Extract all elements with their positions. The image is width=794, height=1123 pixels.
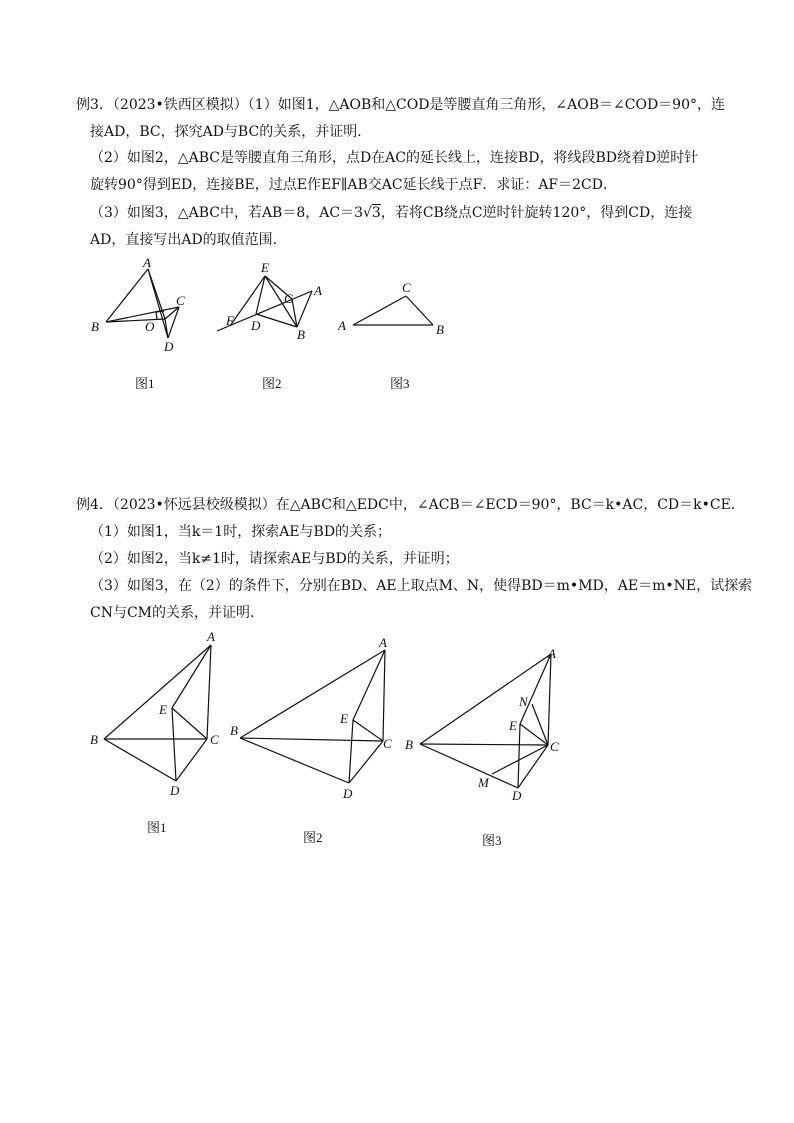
ex4-figure-3: [404, 640, 579, 814]
ex3-caption-2: 图2: [262, 376, 282, 391]
label-D: D: [512, 788, 522, 803]
segment-DB: [256, 314, 297, 327]
ex3-line-2: 接AD，BC，探究AD与BC的关系，并证明．: [90, 124, 372, 140]
segment-BD: [420, 744, 518, 788]
segment-CD: [518, 745, 548, 788]
segment-AB: [104, 645, 211, 739]
ex4-caption-1: 图1: [147, 820, 167, 835]
ex4-figure-2: [228, 630, 403, 809]
ex3-line-5: [90, 203, 692, 223]
segment-EC: [172, 708, 207, 739]
ex4-line-5: CN与CM的关系，并证明．: [90, 605, 265, 621]
ex4-figure-1: [86, 628, 231, 807]
label-B: B: [230, 723, 238, 738]
label-B: B: [90, 732, 98, 747]
ex3-line-3: （2）如图2，△ABC是等腰直角三角形，点D在AC的延长线上，连接BD，将线段BD绕着D逆时针: [90, 150, 699, 166]
label-D: D: [164, 339, 174, 354]
segment-AE: [172, 645, 211, 708]
ex3-caption-1: 图1: [135, 376, 155, 391]
label-C: C: [284, 291, 293, 306]
label-A: A: [338, 318, 346, 333]
segment-BC: [420, 744, 548, 745]
segment-AC: [383, 650, 385, 741]
segment-ED: [172, 708, 176, 781]
label-F: F: [226, 313, 234, 328]
segment-CD: [349, 741, 383, 783]
label-B: B: [405, 737, 413, 752]
label-C: C: [550, 739, 559, 754]
ex4-caption-3: 图3: [482, 833, 502, 848]
segment-ED: [518, 724, 520, 788]
label-O: O: [145, 319, 155, 334]
sqrt-sign: √: [363, 205, 372, 221]
label-E: E: [159, 702, 167, 717]
segment-BD: [104, 739, 176, 781]
label-B: B: [297, 327, 305, 342]
label-A: A: [379, 635, 387, 650]
segment-BC: [240, 738, 383, 741]
segment-AC: [353, 296, 406, 325]
segment-ED: [349, 720, 353, 783]
ex3-line-5a: （3）如图3，△ABC中，若AB＝8，AC＝3: [90, 205, 363, 221]
ex3-figure-1: [86, 255, 196, 359]
label-N: N: [519, 694, 528, 709]
label-B: B: [91, 319, 99, 334]
ex3-line-5b: ，若将CB绕点C逆时针旋转120°，得到CD，连接: [380, 205, 693, 221]
ex3-figure-3: [336, 278, 456, 347]
ex4-line-1: 例4．（2023•怀远县校级模拟）在△ABC和△EDC中，∠ACB＝∠ECD＝90°，BC＝k•AC，CD＝k•CE．: [76, 497, 745, 513]
label-D: D: [343, 786, 353, 801]
ex3-caption-3: 图3: [390, 376, 410, 391]
segment-CB: [406, 296, 433, 325]
segment-CM: [492, 745, 548, 774]
ex4-caption-2: 图2: [303, 830, 323, 845]
label-D: D: [170, 783, 180, 798]
ex4-line-3: （2）如图2，当k≠1时，请探索AE与BD的关系，并证明；: [90, 551, 459, 567]
label-A: A: [143, 255, 151, 270]
segment-AB: [240, 650, 385, 738]
label-E: E: [340, 711, 348, 726]
label-M: M: [478, 775, 489, 790]
segment-AC: [548, 654, 551, 745]
label-A: A: [207, 629, 215, 644]
ex3-line-4: 旋转90°得到ED，连接BE，过点E作EF∥AB交AC延长线于点F．求证：AF＝2CD．: [90, 177, 617, 193]
label-A: A: [314, 283, 322, 298]
ex4-line-4: （3）如图3，在（2）的条件下，分别在BD、AE上取点M、N，使得BD＝m•MD，AE＝m•NE，试探索: [90, 578, 753, 594]
label-C: C: [383, 736, 392, 751]
label-C: C: [176, 293, 185, 308]
segment-AE: [353, 650, 385, 720]
segment-CD: [176, 739, 207, 781]
ex3-line-6: AD，直接写出AD的取值范围．: [90, 232, 287, 248]
sqrt-radicand: 3: [371, 205, 381, 221]
label-A: A: [548, 646, 556, 661]
ex3-figure-2: [214, 255, 334, 354]
label-C: C: [210, 732, 219, 747]
label-E: E: [261, 260, 269, 275]
label-D: D: [251, 318, 261, 333]
segment-EC: [353, 720, 383, 741]
label-B: B: [436, 322, 444, 337]
label-C: C: [402, 280, 411, 295]
segment-AB: [106, 269, 148, 322]
segment-BD: [240, 738, 349, 783]
ex4-line-2: （1）如图1，当k＝1时，探索AE与BD的关系；: [90, 524, 392, 540]
ex3-line-1: 例3．（2023•铁西区模拟）（1）如图1，△AOB和△COD是等腰直角三角形，∠AOB＝∠COD＝90°，连: [76, 97, 725, 113]
label-E: E: [509, 718, 517, 733]
segment-AC: [207, 645, 211, 739]
